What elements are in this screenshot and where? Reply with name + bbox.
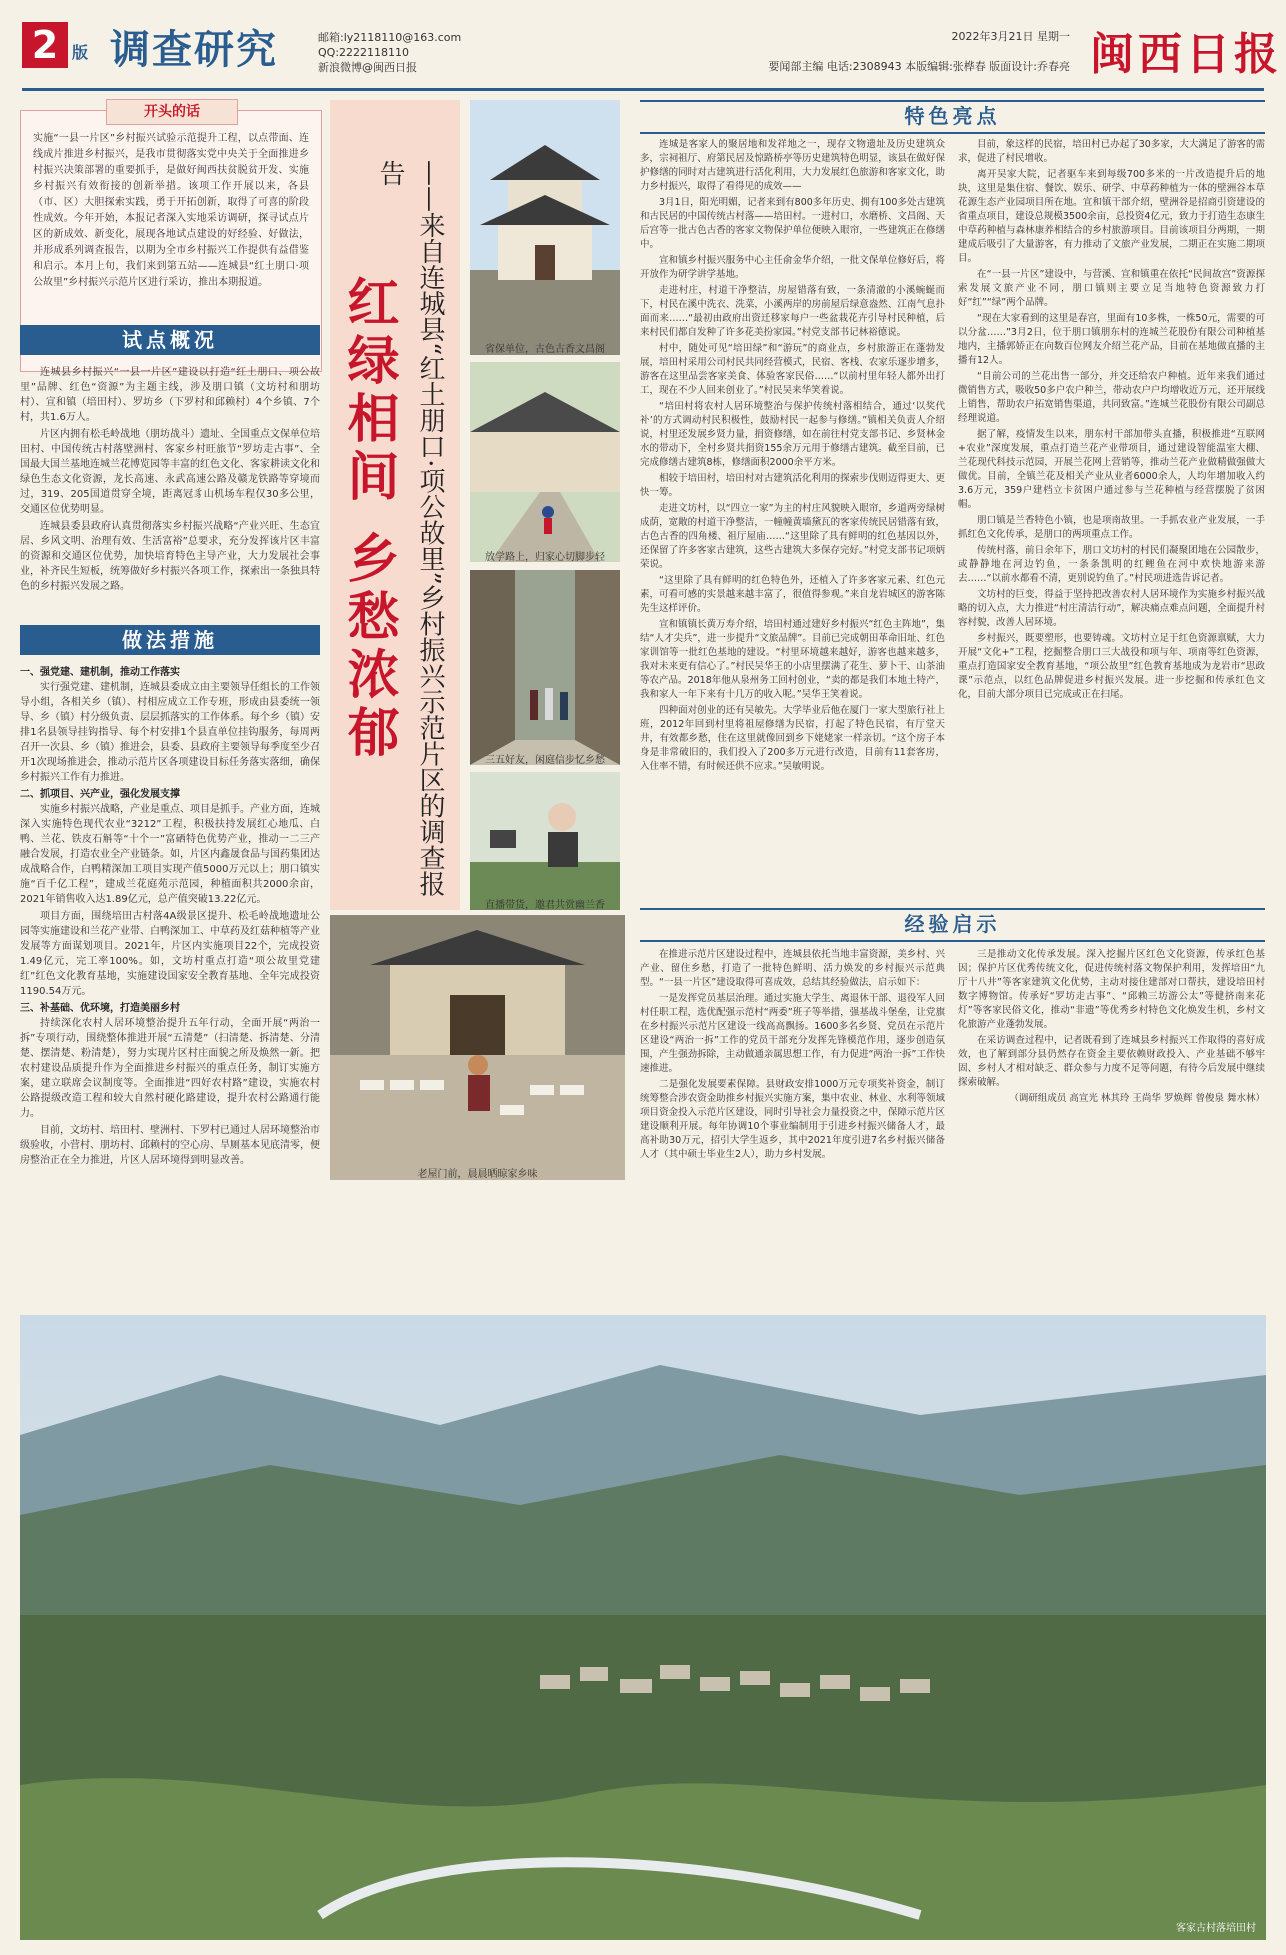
section-header-experience: 经验启示 xyxy=(640,908,1265,942)
photo-caption: 客家古村落培田村 xyxy=(1176,1923,1256,1934)
photo-school-road xyxy=(470,362,620,562)
section-header-overview: 试点概况 xyxy=(20,325,320,355)
photo-wenchang-pavilion xyxy=(470,100,620,355)
headline: 红绿相间 乡愁浓郁 xyxy=(338,275,399,764)
photo-livestream xyxy=(470,772,620,910)
newspaper-logo: 闽西日报 xyxy=(1090,29,1282,80)
paragraph: 连城县委县政府认真贯彻落实乡村振兴战略“产业兴旺、生态宜居、乡风文明、治理有效、生活富裕”总要求，充分发挥该片区丰富的资源和交通区位优势，加快培育特色主导产业，大力发展社会事业，补齐民生短板，统筹做好乡村振兴各项工作，探索出一条独具特色的乡村振兴发展之路。 xyxy=(20,521,320,592)
subheading: 三、补基础、优环境，打造美丽乡村 xyxy=(20,1003,180,1014)
paragraph: 在采访调查过程中，记者既看到了连城县乡村振兴工作取得的喜好成效，也了解到部分县仍然存在资金主要依赖财政投入、产业基础不够牢固、乡村人才相对缺乏、群众参与力度不足等问题，有待今后发展中继续探索破解。 xyxy=(958,1035,1265,1088)
paragraph: 离开吴家大院，记者驱车来到每级700多米的一片改造提升后的地块，这里是集住宿、餐饮、娱乐、研学、中草药种植为一体的壁洲谷本草花源生态产业园项目所在地。宣和镇干部介绍，壁洲谷是招商引资建设的省重点项目，建设总规模3500余亩，总投资4亿元，致力于打造生态康生中草药种植与森林康养相结合的乡村旅游项目。目前该项目分两期，一期建成后吸引了大量游客，有力推动了文旅产业发展，二期正在实施二期项目。 xyxy=(958,169,1265,264)
paragraph: 三是推动文化传承发展。深入挖掘片区红色文化资源，传承红色基因；保护片区优秀传统文化，促进传统村落文物保护利用，发挥培田“九厅十八井”等客家建筑文化优势，主动对接住建部对口帮扶，建设培田村数字博物馆。传承好“罗坊走古事”、“邱赖三坊游公太”等健挤南来花灯”等客家民俗文化，推动“非遗”等优秀乡村特色文化焕发生机，乡村文化旅游产业蓬勃发展。 xyxy=(958,949,1265,1030)
section-header-features: 特色亮点 xyxy=(640,100,1265,134)
paragraph: 一是发挥党员基层治理。通过实施大学生、离退休干部、退役军人回村任职工程，选优配强示范村“两委”班子等举措，强基战斗堡垒，让党旗在乡村振兴示范片区建设一线高高飘扬。1600多名乡贤、党员在示范片区建设“两治一拆”工作的党员干部充分发挥先锋模范作用，逐步创造氛围，产生强劲拆除，主动做通亲属思想工作，有力促进“两治一拆”工作快速推进。 xyxy=(640,993,945,1074)
paragraph: “现在大家看到的这里是春宫，里面有10多株，一株50元，需要的可以分盆……”3月2日，位于朋口镇朋东村的连城兰花股份有限公司种植基地内，主播郭娇正在向数百位网友介绍兰花产品，目前在基地做直播的主播有12人。 xyxy=(958,313,1265,366)
paragraph: 传统村落，前日余年下，朋口文坊村的村民们凝聚团地在公园散步，或静静地在河边钓鱼，一条条凯明的红鲤鱼在河中欢快地游来游去……“以前水都看不清，更别说钓鱼了。”村民项进选告诉记者。 xyxy=(958,545,1265,584)
editor-credits: 要闻部主编 电话:2308943 本版编辑:张桦春 版面设计:乔春亮 xyxy=(768,60,1070,73)
photo-drying-image xyxy=(330,915,625,1180)
experience-text-left xyxy=(640,948,945,1164)
photo-caption: 放学路上，归家心切脚步轻 xyxy=(485,552,605,562)
paragraph: 持续深化农村人居环境整治提升五年行动，全面开展“两治一拆”专项行动，围绕整体推进开展“五清楚”（扫清楚、拆清楚、分清楚、摆清楚、粉清楚），努力实现片区村庄面貌之所及焕然一新。把农村建设品质提升作为全面推进乡村振兴的重点任务，制订实施方案，建立联席会议制度等。全面推进“四好农村路”建设，实施农村公路提级改造工程和较大自然村硬化路建设，提升农村公路通行能力。 xyxy=(20,1018,320,1119)
paragraph: 走进村庄，村道干净整洁，房屋错落有致，一条清澈的小溪蜿蜒而下，村民在溪中洗衣、洗菜，小溪两岸的房前屋后绿意盎然、江南气息扑面而来……“最初由政府出资迁移家每户一些盆栽花卉引导村民种植，后来村民们都自发种了许多花美扮家园。”村党支部书记林裕德说。 xyxy=(640,285,945,338)
paragraph: 在推进示范片区建设过程中，连城县依托当地丰富资源，美乡村、兴产业、留住乡愁，打造了一批特色鲜明、活力焕发的乡村振兴示范典型。“一县一片区”建设取得可喜成效，总结其经验做法，启示如下： xyxy=(640,949,945,988)
photo-school-road-image xyxy=(470,362,620,562)
paragraph: 乡村振兴，既要塑形，也要铸魂。文坊村立足于红色资源禀赋，大力开展“文化+”工程，挖掘整合朋口三大战役和项与年、项南等红色资源，重点打造国家安全教育基地，“项公故里”红色教育基地成为龙岩市“思政课”示范点，以红色品牌促进乡村振兴发展。进一步挖掘和传承红色文化，目前大部分项目已完成或正在扫尾。 xyxy=(958,633,1265,700)
paragraph: 文坊村的巨变，得益于坚持把改善农村人居环境作为实施乡村振兴战略的切入点，大力推进“村庄清洁行动”，解决痛点难点问题，全面提升村容村貌，改善人居环境。 xyxy=(958,589,1265,628)
issue-date: 2022年3月21日 星期一 xyxy=(951,30,1070,43)
photo-caption: 三五好友，闲庭信步忆乡愁 xyxy=(485,755,605,765)
paragraph: 项目方面，围绕培田古村落4A级景区提升、松毛岭战地遗址公园等实施建设和兰花产业带、白鸭深加工、中草药及红菇种植等产业发展等方面谋划项目。2021年，片区内实施项目22个，完成投资1.49亿元，完工率100%。如，文坊村重点打造“项公故里党建红”红色文化教育基地，实施建设国家安全教育基地、全年完成投资1190.54万元。 xyxy=(20,911,320,997)
photo-caption: 直播带货，邀君共赏幽兰香 xyxy=(485,900,605,910)
photo-livestream-image xyxy=(470,772,620,910)
subheading: 一、强党建、建机制，推动工作落实 xyxy=(20,667,180,678)
headline-panel xyxy=(330,100,460,910)
photo-friends-stroll xyxy=(470,570,620,765)
paragraph: 目前，象这样的民宿，培田村已办起了30多家，大大满足了游客的需求，促进了村民增收。 xyxy=(958,139,1265,164)
ban-label: 版 xyxy=(72,43,89,62)
subheading: 二、抓项目、兴产业，强化发展支撑 xyxy=(20,789,180,800)
contact-email: 邮箱:ly2118110@163.com xyxy=(318,31,462,44)
contact-info xyxy=(318,30,461,75)
overview-text xyxy=(20,365,320,596)
experience-text-right xyxy=(958,948,1265,1106)
photo-friends-stroll-image xyxy=(470,570,620,765)
contact-qq: QQ:2222118110 xyxy=(318,46,410,59)
section-title: 调查研究 xyxy=(110,27,278,73)
header-rule xyxy=(22,88,1264,91)
paragraph: “培田村将农村人居环境整治与保护传统村落相结合，通过‘以奖代补’的方式调动村民积极性，鼓励村民一起参与修缮。”镇相关负责人介绍说，村里还发展乡贤力量，捐资修缮，如在前往村党支部书记、乡贤林金水的带动下，全村乡贤共捐资155余万元用于修缮古建筑。截至目前，已完成修缮古建筑8栋，修缮面积2000余平方米。 xyxy=(640,401,945,468)
photo-peitian-panorama xyxy=(20,1315,1266,1940)
photo-caption: 省保单位，古色古香文昌阁 xyxy=(485,344,605,355)
paragraph: 相较于培田村，培田村对古建筑活化利用的探索步伐则迈得更大、更快一筹。 xyxy=(640,473,945,498)
features-text-left xyxy=(640,138,945,776)
photo-wenchang-pavilion-image xyxy=(470,100,620,355)
paragraph: 连城县乡村振兴“一县一片区”建设以打造“红土朋口、项公故里”品牌、红色“资源”为主题主线，涉及朋口镇（文坊村和朋坊村）、宣和镇（培田村）、罗坊乡（下罗村和邱赖村）4个乡镇、7个村，共1.6万人。 xyxy=(20,367,320,423)
features-text-right xyxy=(958,138,1265,704)
intro-text: 实施“一县一片区”乡村振兴试验示范提升工程，以点带面、连线成片推进乡村振兴，是我市贯彻落实党中央关于全面推进乡村振兴决策部署的重要抓手，是做好闽西扶贫脱贫开发、实施乡村振兴有效衔接的创新举措。该项工作开展以来，各县（市、区）大胆探索实践，勇于开拓创新，取得了可喜的阶段性成效。今年开始，本报记者深入实地采访调研，探寻试点片区的新成效、新变化，展现各地试点建设的好经验、好做法，并形成系列调查报告，以期为全市乡村振兴工作提供有益借鉴和启示。本月上旬，我们来到第五站——连城县“红土朋口·项公故里”乡村振兴示范片区进行采访，推出本期报道。 xyxy=(33,133,309,288)
masthead xyxy=(0,0,1286,90)
paragraph: 宣和镇乡村振兴服务中心主任俞金华介绍，一批文保单位修好后，将开放作为研学讲学基地。 xyxy=(640,255,945,280)
paragraph: 连城是客家人的聚居地和发祥地之一，现存文物遗址及历史建筑众多，宗祠祖厅、府第民居及惊路桥亭等历史建筑特色明显，该县在做好保护修缮的同时对古建筑进行活化利用，大力发展红色旅游和客家文化，助力乡村振兴，取得了看得见的成效—— xyxy=(640,139,945,192)
paragraph: “目前公司的兰花出售一部分，并交还给农户种植。近年来我们通过微销售方式，吸收50多户农户种兰，带动农户户均增收近万元，还开展线上销售，帮助农户拓宽销售渠道，共同致富。”连城兰花股份有限公司副总经理说道。 xyxy=(958,371,1265,424)
photo-caption: 老屋门前，晨晨晒晾家乡味 xyxy=(417,1169,538,1180)
section-header-measures: 做法措施 xyxy=(20,625,320,655)
paragraph: 3月1日，阳光明媚，记者来到有800多年历史、拥有100多处古建筑和古民居的中国传统古村落——培田村。一进村口，水磨桥、文昌阁、天后宫等一批古色古香的客家文物保护单位便映入眼帘，一些建筑正在修缮中。 xyxy=(640,197,945,250)
paragraph: 实行强党建、建机制，连城县委成立由主要领导任组长的工作领导小组，各相关乡（镇）、村相应成立工作专班，形成由县委统一领导、乡（镇）村分级负责、层层抓落实的工作体系。每个乡（镇）安排1名县领导挂钩指导、每个村安排1个县直单位挂钩服务，每周两召开一次县、乡（镇）推进会，县委、县政府主要领导每季度至少召开1次现场推进会，推动示范片区各项建设目标任务落实落细，确保乡村振兴工作有力推进。 xyxy=(20,682,320,783)
measures-text xyxy=(20,665,320,1170)
subheadline: ——来自连城县“红土朋口·项公故里”乡村振兴示范片区的调查报告 xyxy=(375,160,445,897)
paragraph: 实施乡村振兴战略，产业是重点、项目是抓手。产业方面，连城深入实施特色现代农业“3212”工程，积极扶持发展红心地瓜、白鸭、兰花、铁皮石斛等“十个一”富硒特色优势产业，推动一二三产融合发展，打造农业全产业链条。如，片区内鑫晟食品与国药集团达成战略合作，白鸭精深加工项目实现产值5000万元以上；朋口镇实施“百千亿工程”，建成兰花庭苑示范园，种植面积共2000余亩，2021年销售收入达1.89亿元，总产值突破13.22亿元。 xyxy=(20,804,320,905)
paragraph: 四种面对创业的还有吴敏先。大学毕业后他在厦门一家大型旅行社上班，2012年回到村里将祖屋修缮为民宿，打起了特色民宿，有厅堂天井，有效都乡愁，住在这里就像回到乡下姥姥家一样亲切。“这个房子本身是非常破旧的，我们投入了200多万元进行改造，目前有11套客房，入住率不错，有时候还供不应求。”吴敏明说。 xyxy=(640,705,945,772)
photo-drying xyxy=(330,915,625,1180)
paragraph: 目前，文坊村、培田村、壁洲村、下罗村已通过人居环境整治市级验收，小营村、朋坊村、邱赖村的空心房、旱厕基本见底清零，便房整治正在全力推进，片区人居环境得到明显改善。 xyxy=(20,1125,320,1166)
paragraph: 宣和镇镇长黄万寿介绍，培田村通过建好乡村振兴“红色主阵地”，集结“人才尖兵”，进一步提升“文旅品牌”。目前已完成朝田革命旧址、红色家训馆等一批红色基地的建设。“村里环境越来越好，游客也越来越多，我对未来更有信心了。”村民吴华王的小店里摆满了花生、萝卜干、山茶油等农产品。2018年他从泉州务工回村创业，“卖的都是我们本地土特产，我和家人一年下来有十几万的收入呢。”吴华王笑着说。 xyxy=(640,619,945,700)
paragraph: “这里除了具有鲜明的红色特色外，还植入了许多客家元素、红色元素，可看可感的实景越来越丰富了，很值得参观。”来自龙岩城区的游客陈先生这样评价。 xyxy=(640,575,945,614)
contact-weibo: 新浪微博@闽西日报 xyxy=(318,61,417,74)
paragraph: 二是强化发展要素保障。县财政安排1000万元专项奖补资金，制订统筹整合涉农资金助推乡村振兴实施方案，集中农业、林业、水利等领域项目资金投入示范片区建设，同时引导社会力量投资之中，保障示范片区建设顺利开展。每年协调10个事业编制用于引进乡村振兴储备人才，最高补助30万元，招引大学生返乡，其中2021年度引进7名乡村振兴储备人才（其中硕士毕业生2人），助力乡村发展。 xyxy=(640,1079,945,1160)
paragraph: 朋口镇是兰香特色小镇，也是项南故里。一手抓农业产业发展，一手抓红色文化传承，是朋口的两项重点工作。 xyxy=(958,515,1265,540)
paragraph: 走进文坊村，以“四立一家”为主的村庄风貌映入眼帘，乡道两旁绿树成荫，宽敞的村道干净整洁，一幢幢黄墙黛瓦的客家传统民居错落有致，古色古香的四角楼、祖厅屋庙……“这里除了具有鲜明的红色基因以外，还保留了许多客家古建筑，这些古建筑大多保存完好。”村党支部书记项炳荣说。 xyxy=(640,503,945,570)
page-number: 2 xyxy=(22,22,68,68)
paragraph: 片区内拥有松毛岭战地（朋坊战斗）遗址、全国重点文保单位培田村、中国传统古村落壁洲村、客家乡村旺旅节“罗坊走古事”、全国最大国兰基地连城兰花博览园等丰富的红色文化、客家耕读文化和绿色生态文化资源，龙长高速、永武高速公路及赣龙铁路等穿境而过，319、205国道贯穿全境，距离冠豸山机场车程仅30多公里，交通区位优势明显。 xyxy=(20,429,320,515)
byline: （调研组成员 高宣光 林其玲 王尚华 罗焕辉 曾俊泉 舞水林） xyxy=(1009,1093,1265,1104)
intro-label: 开头的话 xyxy=(106,99,238,125)
paragraph: 据了解，疫情发生以来，朋东村干部加带头直播，积极推进“互联网+农业”深度发展，重点打造兰花产业带项目，通过建设智能温室大棚、兰花现代科技示范园，开展兰花网上营销等，推动兰花产业做精做强做大做优。目前，全镇兰花及相关产业从业者6000余人，人均年增加收入约3.6万元，359户建档立卡贫困户通过参与兰花种植与经营摆脱了贫困帽。 xyxy=(958,429,1265,510)
paragraph: 村中，随处可见“培田绿”和“游玩”的商业点，乡村旅游正在蓬勃发展，培田村采用公司村民共同经营模式，民宿、客栈、农家乐逐步增多，游客在这里品尝客家美食、体验客家民俗……“以前村里年轻人都外出打工，现在不少人回来创业了。”村民吴来华笑着说。 xyxy=(640,343,945,396)
photo-peitian-panorama-image xyxy=(20,1315,1266,1940)
paragraph: 在“一县一片区”建设中，与营溪、宣和镇重在依托“民间故宫”资源探索发展文旅产业不同，朋口镇则主要立足当地特色资源致力打好“红”“绿”两个品牌。 xyxy=(958,269,1265,308)
